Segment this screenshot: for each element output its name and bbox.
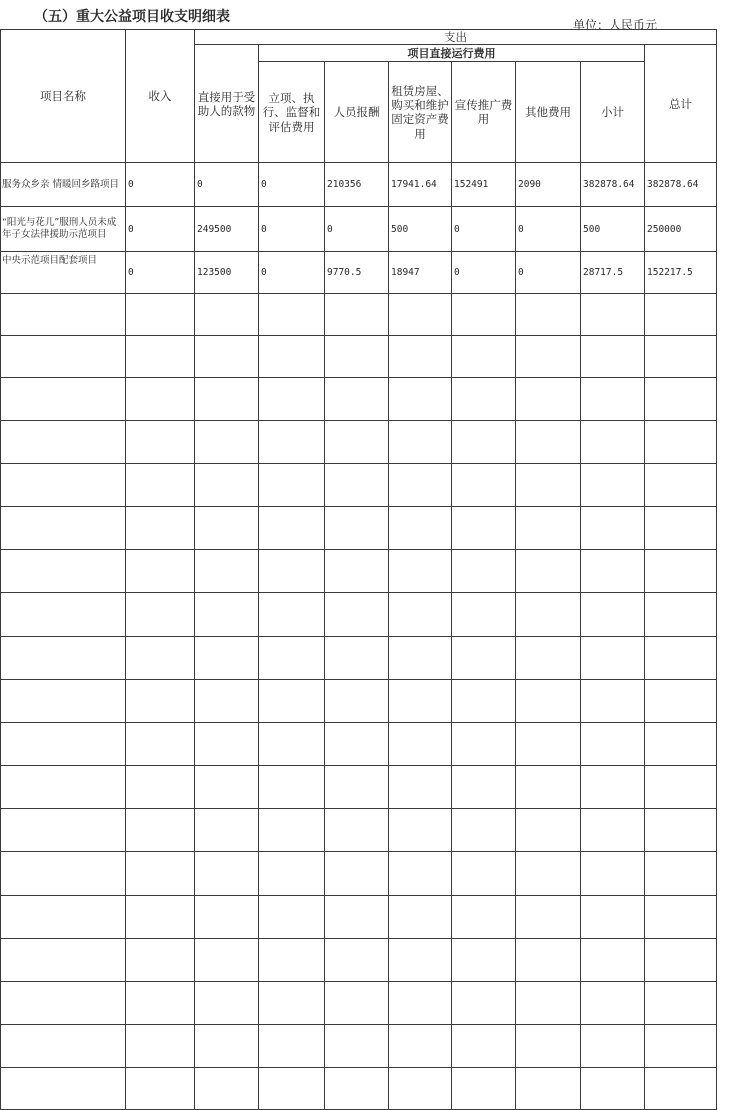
direct-aid-cell: 123500 bbox=[195, 252, 259, 294]
rent-assets-cell: 500 bbox=[389, 207, 452, 252]
empty-row bbox=[1, 378, 717, 421]
empty-row bbox=[1, 421, 717, 464]
rent-assets-cell: 18947 bbox=[389, 252, 452, 294]
promotion-cell: 152491 bbox=[452, 163, 516, 207]
table-row bbox=[1, 252, 717, 294]
total-cell: 382878.64 bbox=[645, 163, 717, 207]
rent-assets-cell: 17941.64 bbox=[389, 163, 452, 207]
empty-row bbox=[1, 939, 717, 982]
header-personnel: 人员报酬 bbox=[325, 62, 389, 163]
income-cell: 0 bbox=[126, 163, 195, 207]
table-row bbox=[1, 207, 717, 252]
income-cell: 0 bbox=[126, 207, 195, 252]
empty-row bbox=[1, 809, 717, 852]
total-cell: 152217.5 bbox=[645, 252, 717, 294]
empty-row bbox=[1, 336, 717, 378]
income-expense-table bbox=[0, 29, 717, 1110]
direct-aid-cell: 0 bbox=[195, 163, 259, 207]
empty-row bbox=[1, 896, 717, 939]
header-project-name: 项目名称 bbox=[1, 30, 126, 163]
header-subtotal: 小计 bbox=[581, 62, 645, 163]
promotion-cell: 0 bbox=[452, 252, 516, 294]
project-name-cell: 服务众乡亲 情暖回乡路项目 bbox=[1, 163, 126, 207]
subtotal-cell: 500 bbox=[581, 207, 645, 252]
personnel-cell: 210356 bbox=[325, 163, 389, 207]
empty-row bbox=[1, 294, 717, 336]
income-cell: 0 bbox=[126, 252, 195, 294]
header-rent-assets: 租赁房屋、购买和维护固定资产费用 bbox=[389, 62, 452, 163]
empty-row bbox=[1, 852, 717, 896]
project-name-cell: 中央示范项目配套项目 bbox=[1, 252, 126, 294]
setup-supervision-cell: 0 bbox=[259, 252, 325, 294]
header-total: 总计 bbox=[645, 45, 717, 163]
document-title: （五）重大公益项目收支明细表 bbox=[34, 9, 230, 25]
empty-row bbox=[1, 507, 717, 550]
subtotal-cell: 382878.64 bbox=[581, 163, 645, 207]
table-row bbox=[1, 163, 717, 207]
header-direct-aid: 直接用于受助人的款物 bbox=[195, 45, 259, 163]
empty-row bbox=[1, 680, 717, 723]
empty-row bbox=[1, 982, 717, 1025]
total-cell: 250000 bbox=[645, 207, 717, 252]
empty-row bbox=[1, 550, 717, 593]
empty-row bbox=[1, 1025, 717, 1068]
other-cell: 0 bbox=[516, 207, 581, 252]
header-other: 其他费用 bbox=[516, 62, 581, 163]
header-setup-supervision: 立项、执行、监督和评估费用 bbox=[259, 62, 325, 163]
empty-row bbox=[1, 723, 717, 766]
header-promotion: 宣传推广费用 bbox=[452, 62, 516, 163]
empty-row bbox=[1, 593, 717, 637]
empty-row bbox=[1, 464, 717, 507]
direct-aid-cell: 249500 bbox=[195, 207, 259, 252]
personnel-cell: 9770.5 bbox=[325, 252, 389, 294]
currency-unit-label: 单位：人民币元 bbox=[573, 18, 658, 32]
other-cell: 0 bbox=[516, 252, 581, 294]
setup-supervision-cell: 0 bbox=[259, 207, 325, 252]
empty-row bbox=[1, 766, 717, 809]
personnel-cell: 0 bbox=[325, 207, 389, 252]
header-expense-group: 支出 bbox=[195, 30, 717, 45]
empty-row bbox=[1, 1068, 717, 1110]
promotion-cell: 0 bbox=[452, 207, 516, 252]
subtotal-cell: 28717.5 bbox=[581, 252, 645, 294]
header-direct-operating-costs: 项目直接运行费用 bbox=[259, 45, 645, 62]
other-cell: 2090 bbox=[516, 163, 581, 207]
project-name-cell: “阳光与花儿”服刑人员未成年子女法律援助示范项目 bbox=[1, 207, 126, 252]
header-income: 收入 bbox=[126, 30, 195, 163]
setup-supervision-cell: 0 bbox=[259, 163, 325, 207]
empty-row bbox=[1, 637, 717, 680]
